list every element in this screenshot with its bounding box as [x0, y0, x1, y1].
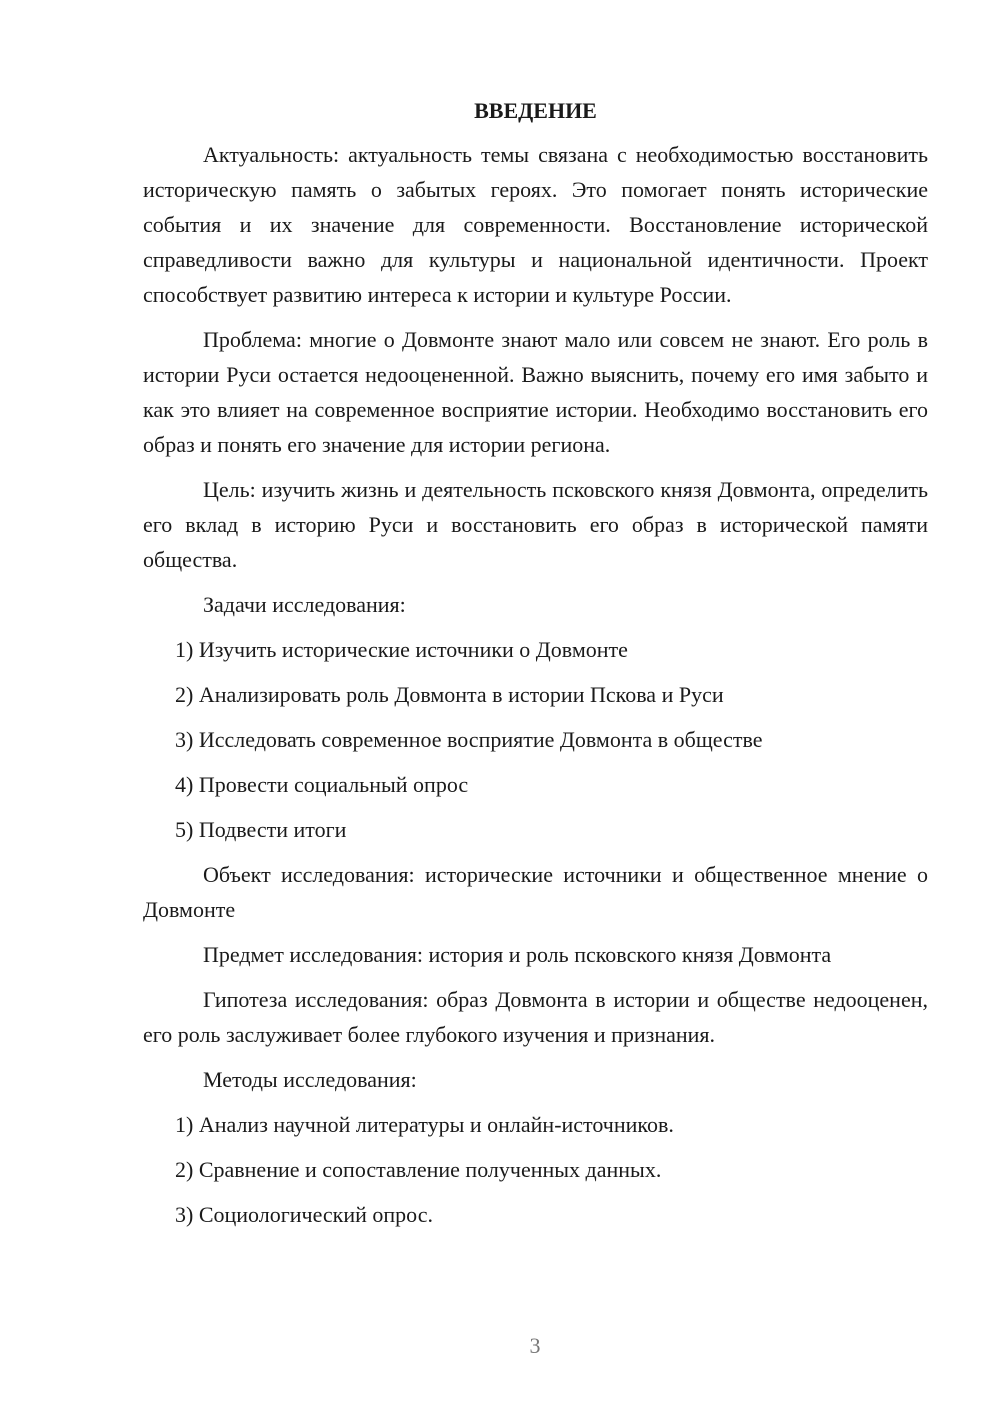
task-item: 2) Анализировать роль Довмонта в истории Пскова и Руси	[175, 682, 724, 707]
methods-list	[143, 1107, 928, 1232]
task-item: 4) Провести социальный опрос	[175, 772, 469, 797]
task-item: 1) Изучить исторические источники о Довмонте	[175, 637, 628, 662]
section-title: ВВЕДЕНИЕ	[474, 98, 597, 123]
subject-paragraph: Предмет исследования: история и роль псковского князя Довмонта	[203, 942, 832, 967]
hypothesis-paragraph: Гипотеза исследования: образ Довмонта в истории и обществе недооценен, его роль заслуживает более глубокого изучения и признания.	[143, 987, 928, 1047]
method-item: 1) Анализ научной литературы и онлайн-источников.	[175, 1112, 674, 1137]
relevance-paragraph: Актуальность: актуальность темы связана с необходимостью восстановить историческую память о забытых героях. Это помогает понять исторические события и их значение для современности. Восстановление исторической справедливости важно для культуры и национальной идентичности. Проект способствует развитию интереса к истории и культуре России.	[143, 142, 928, 307]
methods-heading: Методы исследования:	[203, 1067, 417, 1092]
problem-paragraph: Проблема: многие о Довмонте знают мало или совсем не знают. Его роль в истории Руси остается недооцененной. Важно выяснить, почему его имя забыто и как это влияет на современное восприятие истории. Необходимо восстановить его образ и понять его значение для истории региона.	[143, 327, 928, 457]
task-item: 5) Подвести итоги	[175, 817, 347, 842]
document-page	[143, 95, 928, 1242]
tasks-heading: Задачи исследования:	[203, 592, 406, 617]
method-item: 2) Сравнение и сопоставление полученных данных.	[175, 1157, 662, 1182]
method-item: 3) Социологический опрос.	[175, 1202, 433, 1227]
object-paragraph: Объект исследования: исторические источники и общественное мнение о Довмонте	[143, 862, 928, 922]
goal-paragraph: Цель: изучить жизнь и деятельность псковского князя Довмонта, определить его вклад в историю Руси и восстановить его образ в исторической памяти общества.	[143, 477, 928, 572]
tasks-list	[143, 632, 928, 847]
page-number: 3	[529, 1333, 541, 1358]
task-item: 3) Исследовать современное восприятие Довмонта в обществе	[175, 727, 763, 752]
